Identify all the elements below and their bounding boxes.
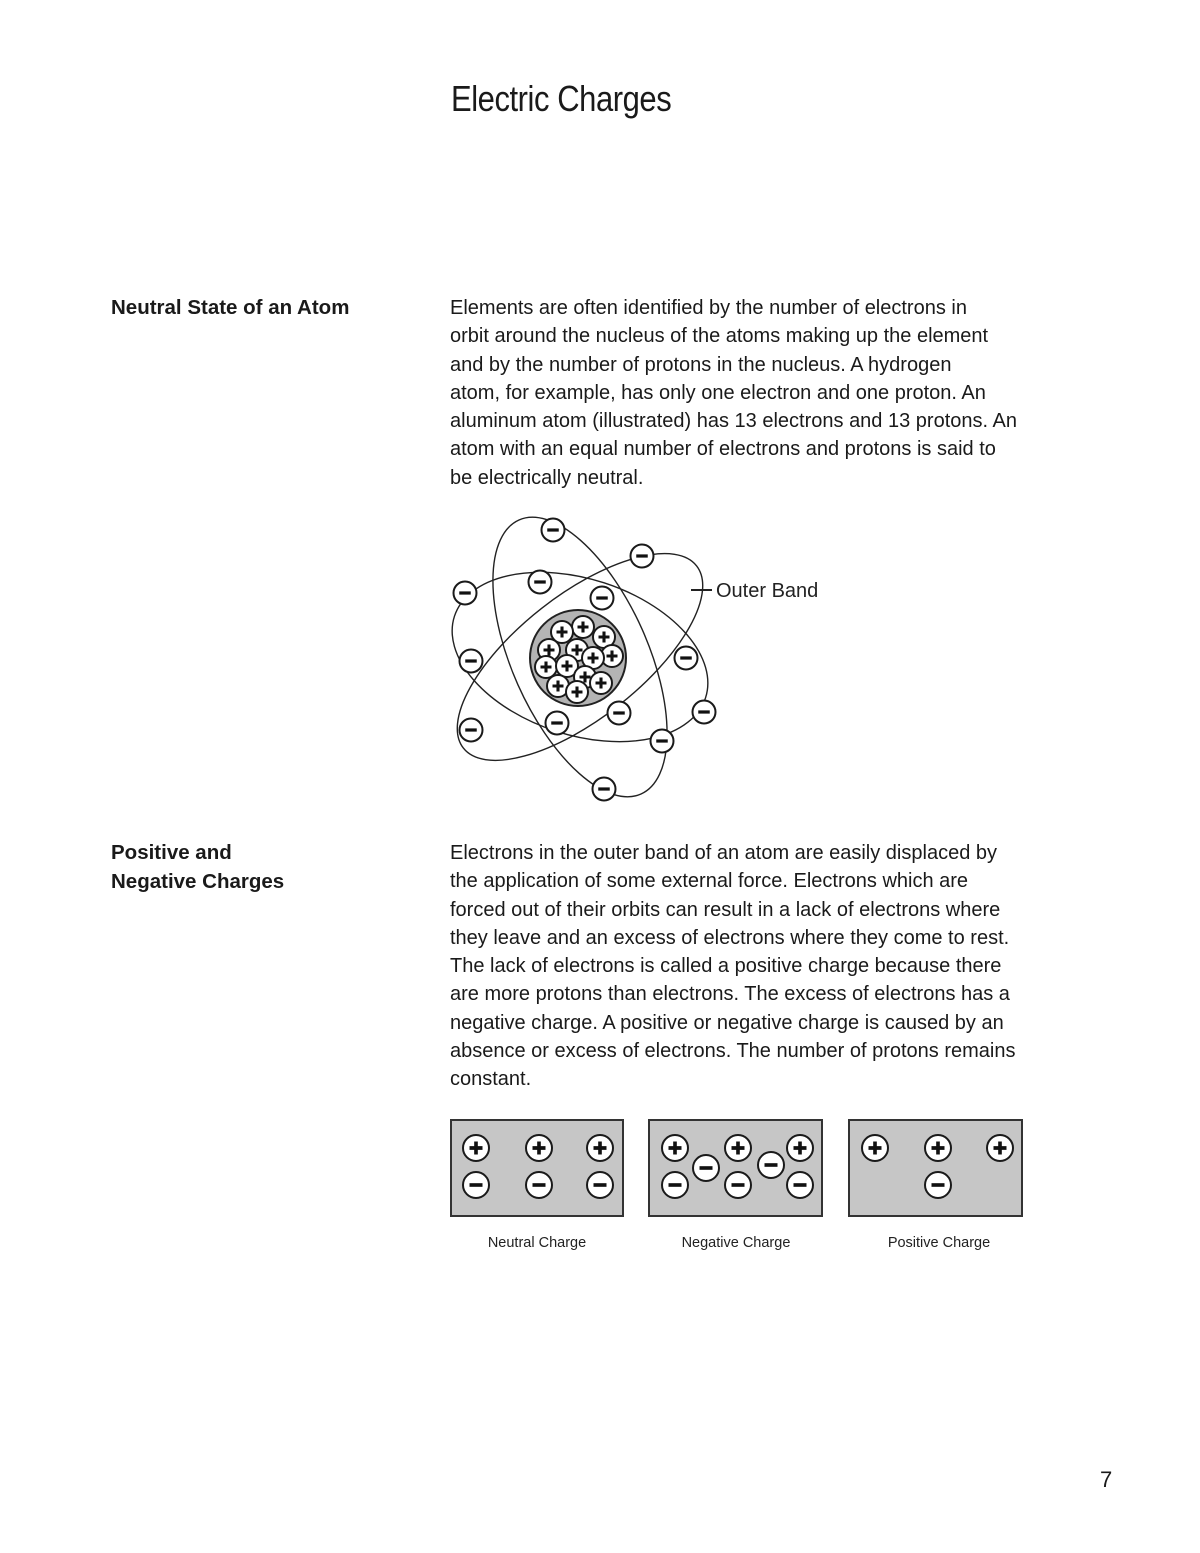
outer-band-label: Outer Band — [716, 580, 819, 602]
heading-line: Negative Charges — [111, 869, 285, 893]
electron-minus-icon — [460, 719, 483, 742]
negative-charge-caption: Negative Charge — [681, 1235, 791, 1251]
paragraph-line: the application of some external force. Electrons which are — [450, 870, 969, 893]
electron-minus-icon — [546, 712, 569, 735]
paragraph-line: they leave and an excess of electrons where they come to rest. — [450, 926, 1010, 949]
proton-plus-icon — [987, 1135, 1013, 1161]
electron-minus-icon — [593, 778, 616, 801]
proton-plus-icon — [587, 1135, 613, 1161]
paragraph-line: constant. — [450, 1068, 532, 1091]
electron-minus-icon — [693, 1155, 719, 1181]
paragraph-line: forced out of their orbits can result in a lack of electrons where — [450, 898, 1001, 921]
proton-plus-icon — [572, 616, 594, 638]
charge-comparison-diagram — [445, 1112, 1035, 1257]
heading-line: Neutral State of an Atom — [111, 296, 350, 319]
section-heading-positive-negative — [111, 839, 411, 896]
paragraph-neutral-state — [450, 294, 1120, 492]
proton-plus-icon — [925, 1135, 951, 1161]
paragraph-line: atom with an equal number of electrons and protons is said to — [450, 438, 996, 461]
proton-plus-icon — [787, 1135, 813, 1161]
proton-plus-icon — [526, 1135, 552, 1161]
paragraph-positive-negative — [450, 839, 1120, 1094]
page-number: 7 — [1100, 1467, 1113, 1492]
paragraph-line: aluminum atom (illustrated) has 13 electrons and 13 protons. An — [450, 410, 1017, 433]
section-heading-neutral-state — [111, 294, 411, 323]
positive-charge-box — [849, 1120, 1022, 1251]
electron-minus-icon — [651, 730, 674, 753]
paragraph-line: Elements are often identified by the number of electrons in — [450, 297, 967, 319]
neutral-charge-box — [451, 1120, 623, 1251]
proton-plus-icon — [662, 1135, 688, 1161]
electron-minus-icon — [454, 582, 477, 605]
proton-plus-icon — [463, 1135, 489, 1161]
electron-minus-icon — [529, 571, 552, 594]
aluminum-atom-diagram — [440, 510, 860, 810]
proton-plus-icon — [725, 1135, 751, 1161]
proton-plus-icon — [535, 656, 557, 678]
electron-minus-icon — [591, 587, 614, 610]
electron-minus-icon — [725, 1172, 751, 1198]
proton-plus-icon — [862, 1135, 888, 1161]
paragraph-line: are more protons than electrons. The excess of electrons has a — [450, 983, 1010, 1006]
electron-minus-icon — [526, 1172, 552, 1198]
paragraph-line: absence or excess of electrons. The number of protons remains — [450, 1040, 1016, 1063]
paragraph-line: negative charge. A positive or negative charge is caused by an — [450, 1011, 1004, 1034]
neutral-charge-caption: Neutral Charge — [487, 1235, 587, 1251]
paragraph-line: The lack of electrons is called a positive charge because there — [450, 955, 1002, 978]
paragraph-line: orbit around the nucleus of the atoms making up the element — [450, 325, 989, 348]
electron-minus-icon — [460, 650, 483, 673]
electron-minus-icon — [587, 1172, 613, 1198]
electron-minus-icon — [662, 1172, 688, 1198]
paragraph-line: Electrons in the outer band of an atom are easily displaced by — [450, 842, 997, 864]
electron-minus-icon — [631, 545, 654, 568]
paragraph-line: be electrically neutral. — [450, 466, 644, 489]
proton-plus-icon — [566, 681, 588, 703]
paragraph-line: and by the number of protons in the nucleus. A hydrogen — [450, 353, 952, 376]
heading-line: Positive and — [111, 841, 232, 864]
electron-minus-icon — [787, 1172, 813, 1198]
electron-minus-icon — [693, 701, 716, 724]
electron-minus-icon — [608, 702, 631, 725]
electron-minus-icon — [925, 1172, 951, 1198]
positive-charge-caption: Positive Charge — [887, 1235, 991, 1251]
electron-minus-icon — [758, 1152, 784, 1178]
electron-minus-icon — [542, 519, 565, 542]
electron-minus-icon — [675, 647, 698, 670]
paragraph-line: atom, for example, has only one electron and one proton. An — [450, 381, 986, 404]
proton-plus-icon — [590, 672, 612, 694]
electron-minus-icon — [463, 1172, 489, 1198]
page-title: Electric Charges — [451, 78, 672, 119]
negative-charge-box — [649, 1120, 822, 1251]
